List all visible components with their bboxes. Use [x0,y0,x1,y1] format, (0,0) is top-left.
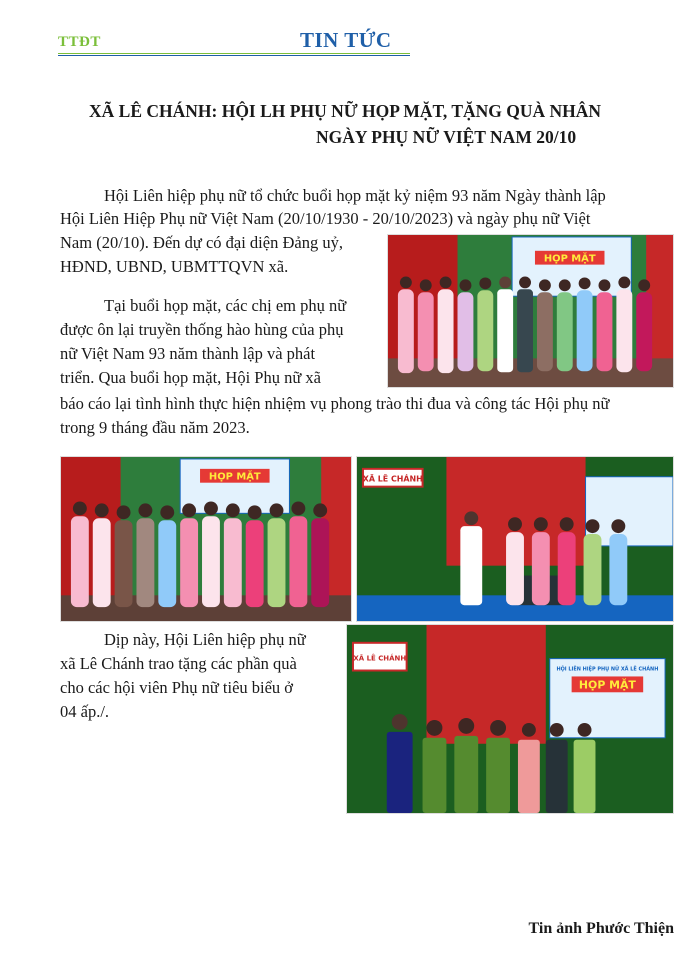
para3-line: Dịp này, Hội Liên hiệp phụ nữ [104,630,306,649]
para2-line: triển. Qua buổi họp mặt, Hội Phụ nữ xã [60,368,321,387]
para2-line: nữ Việt Nam 93 năm thành lập và phát [60,344,316,363]
para2-line: được ôn lại truyền thống hào hùng của phụ [60,320,344,339]
header-divider [58,53,410,54]
header-left-label: TTĐT [58,34,101,50]
section-title: TIN TỨC [300,28,392,52]
photo-credit: Tin ảnh Phước Thiện [528,920,674,937]
para3-line: cho các hội viên Phụ nữ tiêu biểu ở [60,678,294,697]
article-title-line-2: NGÀY PHỤ NỮ VIỆT NAM 20/10 [316,127,577,147]
para3-line: 04 ấp./. [60,702,110,721]
para3-line: xã Lê Chánh trao tặng các phần quà [60,654,297,673]
event-photo-3 [356,456,674,622]
article-title-line-1: XÃ LÊ CHÁNH: HỘI LH PHỤ NỮ HỌP MẶT, TẶNG QUÀ NHÂN [89,101,602,121]
para2-line: Tại buổi họp mặt, các chị em phụ nữ [104,296,347,315]
para1-line: HĐND, UBND, UBMTTQVN xã. [60,257,289,276]
event-photo-1 [387,234,674,388]
photo4-sign-text: XÃ LÊ CHÁNH [353,654,407,663]
event-photo-2 [60,456,352,622]
event-photo-4 [346,624,674,814]
para1-line: Nam (20/10). Đến dự có đại diện Đảng uỷ, [60,233,343,252]
para2-line: trong 9 tháng đầu năm 2023. [60,418,250,437]
header-divider-blue [58,55,410,56]
para1-line: Hội Liên hiệp phụ nữ tổ chức buổi họp mặt kỷ niệm 93 năm Ngày thành lập [104,186,606,205]
photo3-sign-text: XÃ LÊ CHÁNH [362,474,423,484]
photo2-banner-title: HỌP MẶT [208,471,261,483]
photo4-banner-title: HỌP MẶT [578,678,636,692]
para2-line: báo cáo lại tình hình thực hiện nhiệm vụ phong trào thi đua và công tác Hội phụ nữ [60,394,610,413]
para1-line: Hội Liên Hiệp Phụ nữ Việt Nam (20/10/1930 - 20/10/2023) và ngày phụ nữ Việt [60,209,591,228]
photo1-banner-title: HỌP MẶT [543,253,596,265]
photo4-banner-org: HỘI LIÊN HIỆP PHỤ NỮ XÃ LÊ CHÁNH [556,666,659,673]
